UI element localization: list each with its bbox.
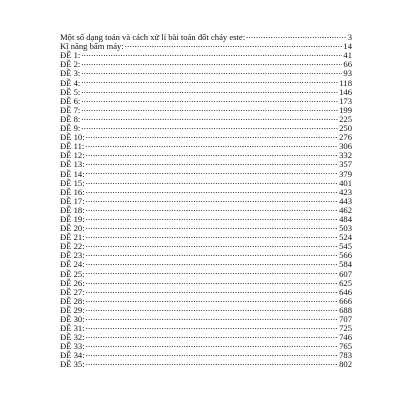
toc-entry-page-number: 783 <box>339 350 352 361</box>
toc-dot-leader <box>86 295 339 304</box>
toc-entry-page-number: 14 <box>343 41 352 52</box>
toc-entry-label: ĐỀ 33: <box>60 341 85 352</box>
toc-dot-leader <box>81 86 338 95</box>
toc-dot-leader <box>86 313 339 322</box>
toc-dot-leader <box>86 349 339 358</box>
toc-entry[interactable] <box>60 149 352 161</box>
toc-entry-page-number: 379 <box>339 168 352 179</box>
toc-entry-label: ĐỀ 32: <box>60 332 85 343</box>
toc-entry-label: ĐỀ 30: <box>60 314 85 324</box>
toc-entry-label: ĐỀ 27: <box>60 286 85 297</box>
toc-dot-leader <box>86 267 339 276</box>
toc-entry-label: ĐỀ 5: <box>60 86 81 97</box>
toc-entry-page-number: 225 <box>339 113 352 124</box>
toc-dot-leader <box>86 131 339 140</box>
toc-entry-page-number: 484 <box>339 213 352 224</box>
toc-entry-label: ĐỀ 22: <box>60 241 85 252</box>
toc-entry-page-number: 276 <box>339 132 352 143</box>
toc-dot-leader <box>81 104 338 113</box>
toc-entry-page-number: 41 <box>343 50 352 61</box>
toc-dot-leader <box>86 286 339 295</box>
toc-entry-label: ĐỀ 19: <box>60 213 85 224</box>
toc-entry-label: ĐỀ 35: <box>60 359 85 370</box>
toc-entry-page-number: 688 <box>339 304 352 315</box>
toc-entry-page-number: 66 <box>343 59 352 70</box>
toc-dot-leader <box>86 149 339 158</box>
toc-entry[interactable] <box>60 277 352 286</box>
toc-entry[interactable] <box>60 122 352 134</box>
toc-entry[interactable] <box>60 304 352 313</box>
toc-entry-label: Kĩ năng bấm máy: <box>60 41 124 52</box>
toc-entry-label: ĐỀ 34: <box>60 350 85 361</box>
toc-entry-label: Một số dạng toán và cách xử lí bài toán đốt cháy este: <box>60 32 246 43</box>
toc-entry[interactable] <box>60 40 352 52</box>
toc-entry-label: ĐỀ 6: <box>60 95 81 106</box>
toc-dot-leader <box>81 122 338 131</box>
toc-entry-page-number: 401 <box>339 177 352 188</box>
toc-dot-leader <box>86 167 339 176</box>
toc-entry-page-number: 462 <box>339 204 352 215</box>
toc-entry-page-number: 765 <box>339 341 352 352</box>
toc-entry[interactable] <box>60 340 352 352</box>
table-of-contents <box>60 31 352 370</box>
toc-entry-label: ĐỀ 11: <box>60 141 85 152</box>
toc-entry[interactable] <box>60 213 352 222</box>
toc-entry-label: ĐỀ 24: <box>60 259 85 270</box>
toc-entry[interactable] <box>60 158 352 170</box>
toc-entry[interactable] <box>60 58 352 70</box>
toc-entry[interactable] <box>60 76 352 88</box>
toc-entry-page-number: 357 <box>339 159 352 170</box>
toc-entry-label: ĐỀ 12: <box>60 150 85 161</box>
toc-entry-label: ĐỀ 2: <box>60 59 81 70</box>
toc-dot-leader <box>86 213 339 222</box>
toc-entry[interactable] <box>60 295 352 304</box>
toc-entry-label: ĐỀ 21: <box>60 232 85 243</box>
toc-dot-leader <box>86 240 339 249</box>
toc-entry-label: ĐỀ 10: <box>60 132 85 143</box>
toc-entry-page-number: 566 <box>339 250 352 261</box>
toc-entry-page-number: 545 <box>339 241 352 252</box>
toc-entry[interactable] <box>60 358 352 370</box>
toc-entry-page-number: 646 <box>339 286 352 297</box>
toc-dot-leader <box>86 249 339 258</box>
toc-entry-label: ĐỀ 18: <box>60 204 85 215</box>
toc-dot-leader <box>86 186 339 195</box>
toc-entry-label: ĐỀ 9: <box>60 123 81 134</box>
toc-entry-label: ĐỀ 13: <box>60 159 85 170</box>
toc-entry[interactable] <box>60 31 352 43</box>
toc-entry[interactable] <box>60 222 352 234</box>
toc-entry-label: ĐỀ 31: <box>60 323 85 334</box>
toc-entry-label: ĐỀ 17: <box>60 195 85 206</box>
toc-dot-leader <box>86 231 339 240</box>
toc-entry-page-number: 607 <box>339 268 352 279</box>
toc-entry[interactable] <box>60 204 352 213</box>
toc-entry-page-number: 746 <box>339 332 352 343</box>
toc-dot-leader <box>86 195 339 204</box>
toc-entry-page-number: 118 <box>339 77 352 88</box>
toc-entry-label: ĐỀ 3: <box>60 68 81 79</box>
toc-entry-label: ĐỀ 15: <box>60 177 85 188</box>
toc-entry-page-number: 306 <box>339 141 352 152</box>
toc-entry[interactable] <box>60 95 352 104</box>
toc-dot-leader <box>246 31 347 40</box>
toc-entry[interactable] <box>60 131 352 143</box>
toc-entry-page-number: 802 <box>339 359 352 370</box>
toc-dot-leader <box>85 140 338 149</box>
toc-dot-leader <box>86 322 339 331</box>
toc-entry[interactable] <box>60 186 352 195</box>
toc-dot-leader <box>86 331 339 340</box>
toc-entry[interactable] <box>60 104 352 113</box>
toc-entry-label: ĐỀ 14: <box>60 168 85 179</box>
toc-entry[interactable] <box>60 113 352 122</box>
toc-entry[interactable] <box>60 49 352 61</box>
toc-entry-page-number: 503 <box>339 223 352 234</box>
toc-dot-leader <box>86 222 339 231</box>
toc-entry-label: ĐỀ 25: <box>60 268 85 279</box>
toc-entry-label: ĐỀ 28: <box>60 295 85 306</box>
toc-entry[interactable] <box>60 331 352 343</box>
toc-entry-label: ĐỀ 16: <box>60 186 85 197</box>
toc-entry[interactable] <box>60 267 352 279</box>
toc-entry[interactable] <box>60 258 352 270</box>
toc-entry-page-number: 625 <box>339 277 352 288</box>
toc-entry-label: ĐỀ 23: <box>60 250 85 261</box>
toc-dot-leader <box>86 358 339 367</box>
toc-entry[interactable] <box>60 231 352 243</box>
toc-entry-page-number: 199 <box>339 104 352 115</box>
toc-entry-page-number: 666 <box>339 295 352 306</box>
toc-dot-leader <box>86 340 339 349</box>
toc-entry-page-number: 707 <box>339 314 352 324</box>
toc-dot-leader <box>86 258 339 267</box>
toc-entry-page-number: 584 <box>339 259 352 270</box>
toc-dot-leader <box>81 67 342 76</box>
toc-dot-leader <box>125 40 343 49</box>
toc-entry[interactable] <box>60 195 352 204</box>
toc-dot-leader <box>81 49 342 58</box>
toc-entry[interactable] <box>60 86 352 95</box>
toc-dot-leader <box>86 177 339 186</box>
toc-entry[interactable] <box>60 313 352 322</box>
toc-entry-label: ĐỀ 4: <box>60 77 81 88</box>
toc-entry-label: ĐỀ 1: <box>60 50 81 61</box>
toc-entry-page-number: 332 <box>339 150 352 161</box>
toc-entry[interactable] <box>60 349 352 361</box>
toc-entry[interactable] <box>60 167 352 179</box>
toc-entry-label: ĐỀ 20: <box>60 223 85 234</box>
toc-dot-leader <box>86 277 339 286</box>
toc-dot-leader <box>86 304 339 313</box>
toc-entry[interactable] <box>60 249 352 261</box>
toc-entry-label: ĐỀ 7: <box>60 104 81 115</box>
toc-entry[interactable] <box>60 177 352 186</box>
toc-entry[interactable] <box>60 322 352 334</box>
toc-entry-page-number: 250 <box>339 123 352 134</box>
toc-entry-page-number: 443 <box>339 195 352 206</box>
toc-entry-label: ĐỀ 8: <box>60 113 81 124</box>
toc-entry-page-number: 173 <box>339 95 352 106</box>
toc-entry[interactable] <box>60 240 352 252</box>
toc-dot-leader <box>81 58 342 67</box>
toc-dot-leader <box>86 204 339 213</box>
toc-entry-page-number: 93 <box>343 68 352 79</box>
toc-dot-leader <box>86 158 339 167</box>
toc-entry[interactable] <box>60 140 352 152</box>
toc-entry-page-number: 524 <box>339 232 352 243</box>
toc-entry-page-number: 423 <box>339 186 352 197</box>
toc-dot-leader <box>81 76 338 85</box>
toc-entry[interactable] <box>60 67 352 79</box>
toc-entry-label: ĐỀ 26: <box>60 277 85 288</box>
toc-entry[interactable] <box>60 286 352 295</box>
toc-entry-page-number: 3 <box>347 32 352 43</box>
toc-entry-page-number: 146 <box>339 86 352 97</box>
toc-dot-leader <box>81 95 338 104</box>
toc-entry-label: ĐỀ 29: <box>60 304 85 315</box>
toc-dot-leader <box>81 113 338 122</box>
toc-entry-page-number: 725 <box>339 323 352 334</box>
